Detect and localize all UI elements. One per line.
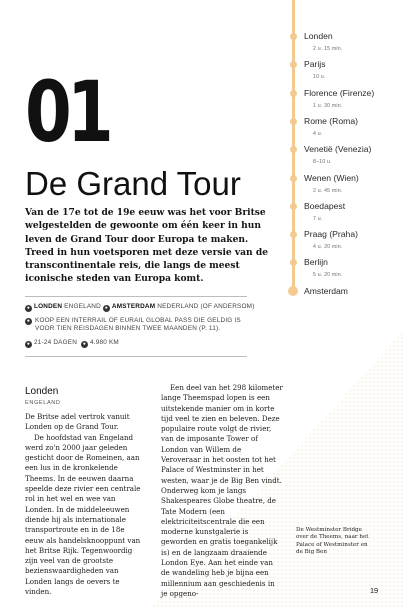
route-stop: [288, 58, 404, 72]
chapter-title: De Grand Tour: [25, 165, 241, 202]
route-stop-city: Venetië (Venezia): [304, 144, 372, 155]
route-stop: [288, 200, 404, 214]
page-number: 19: [370, 586, 379, 595]
paragraph: De Britse adel vertrok vanuit Londen op de Grand Tour.: [25, 412, 130, 432]
route-leg-duration: 10 u.: [313, 74, 326, 81]
route-stop: [288, 172, 404, 186]
trip-stats: ● 21-24 DAGEN ● 4.980 KM: [26, 339, 119, 347]
route-stop-city: Parijs: [304, 59, 326, 70]
route-leg-duration: 4 u.: [313, 130, 323, 137]
route-stop: [288, 143, 404, 157]
route-stop-city: Boedapest: [304, 200, 346, 211]
chapter-number: 01: [25, 63, 109, 161]
column-right: [161, 383, 283, 599]
route-start-icon: ●: [26, 305, 31, 311]
route-stop-dot-icon: [290, 118, 297, 125]
paragraph: De hoofdstad van Engeland werd zo'n 2000 jaar geleden gesticht door de Romeinen, aan een lus in de kronkelende Theems. In de eeuwen daarna speelde deze rivier een centrale rol in het wel en wee van Londen. In de middeleeuwen diende hij als internationale transportroute en in de 18e eeuw als handelsknooppunt van het Britse Rijk. Tegenwoordig zijn veel van de grootste bezienswaardigheden van Londen langs de oevers te vinden.: [25, 432, 141, 597]
route-stop-city: Wenen (Wien): [304, 172, 359, 183]
route-stop-city: Florence (Firenze): [304, 87, 375, 98]
route-stop: [288, 115, 404, 129]
ticket-icon: ●: [26, 318, 31, 324]
route-leg-duration: 2 u. 45 min.: [313, 187, 343, 194]
route-stop: [288, 87, 404, 101]
route-stop-city: Praag (Praha): [304, 229, 358, 240]
route-stop-dot-icon: [290, 203, 297, 210]
divider-bottom: [25, 356, 247, 357]
photo-caption: De Westminster Bridge over de Theems, naar het Palace of Westminster en de Big Ben: [296, 527, 369, 556]
route-stop-city: Londen: [304, 31, 333, 41]
route-stop: [288, 285, 404, 299]
route-stop-dot-icon: [290, 90, 297, 97]
route-leg-duration: 2 u. 15 min.: [313, 46, 343, 52]
distance-icon: ●: [82, 341, 87, 347]
route-stop-dot-icon: [290, 231, 297, 238]
route-stop-dot-icon: [290, 61, 297, 68]
section-subheading: ENGELAND: [25, 400, 61, 406]
route-stop-dot-icon: [290, 259, 297, 266]
route-stop-dot-icon: [290, 175, 297, 182]
route-leg-duration: 1 u. 30 min.: [313, 102, 343, 109]
route-endpoints: ● LONDEN ENGELAND ● AMSTERDAM NEDERLAND (OF ANDERSOM): [26, 303, 255, 311]
route-stop: [288, 228, 404, 242]
column-left: [25, 412, 143, 597]
route-stop-city: Amsterdam: [304, 285, 348, 296]
chapter-intro: Van de 17e tot de 19e eeuw was het voor Britse welgestelden de gewoonte om één keer in hun leven de Grand Tour door Europa te maken. Treed in hun voetsporen met deze versie van de transcontinentale reis, die langs de meest iconische steden van Europa komt.: [25, 207, 268, 285]
route-stop-city: Berlijn: [304, 257, 328, 268]
clock-icon: ●: [26, 341, 31, 347]
route-stop-dot-icon: [290, 146, 297, 153]
ticket-tip: ● KOOP EEN INTERRAIL OF EURAIL GLOBAL PASS DIE GELDIG IS VOOR TIEN REISDAGEN BINNEN TWEE MAANDEN (P. 11).: [26, 317, 241, 333]
route-stop: [288, 30, 404, 44]
route-leg-duration: 5 u. 20 min.: [313, 272, 343, 279]
route-stop-city: Rome (Roma): [304, 115, 358, 126]
route-leg-duration: 4 u. 20 min.: [313, 244, 343, 251]
route-leg-duration: 8–10 u.: [313, 159, 332, 166]
divider-top: [25, 296, 247, 297]
route-stop-dot-icon: [288, 286, 298, 296]
route-stop-dot-icon: [290, 33, 297, 40]
section-heading: Londen: [25, 386, 59, 397]
paragraph: Een deel van het 298 kilometer lange Theemspad lopen is een uitstekende manier om in korte tijd veel te zien en beleven. Deze populaire route volgt de rivier, van de imposante Tower of London van Willem de Veroveraar in het oosten tot het Palace of Westminster in het westen, waar je de Big Ben vindt. Onderweg kom je langs Shakespeares Globe theatre, de Tate Modern (een elektriciteitscentrale die een moderne kunstgalerie is geworden en gratis toegankelijk is) en de langzaam draaiende London Eye. Aan het einde van de wandeling heb je bijna een millennium aan geschiedenis in je opgeno-: [161, 383, 283, 598]
route-end-icon: ●: [104, 305, 109, 311]
route-leg-duration: 7 u.: [313, 215, 323, 222]
route-stop: [288, 256, 404, 270]
